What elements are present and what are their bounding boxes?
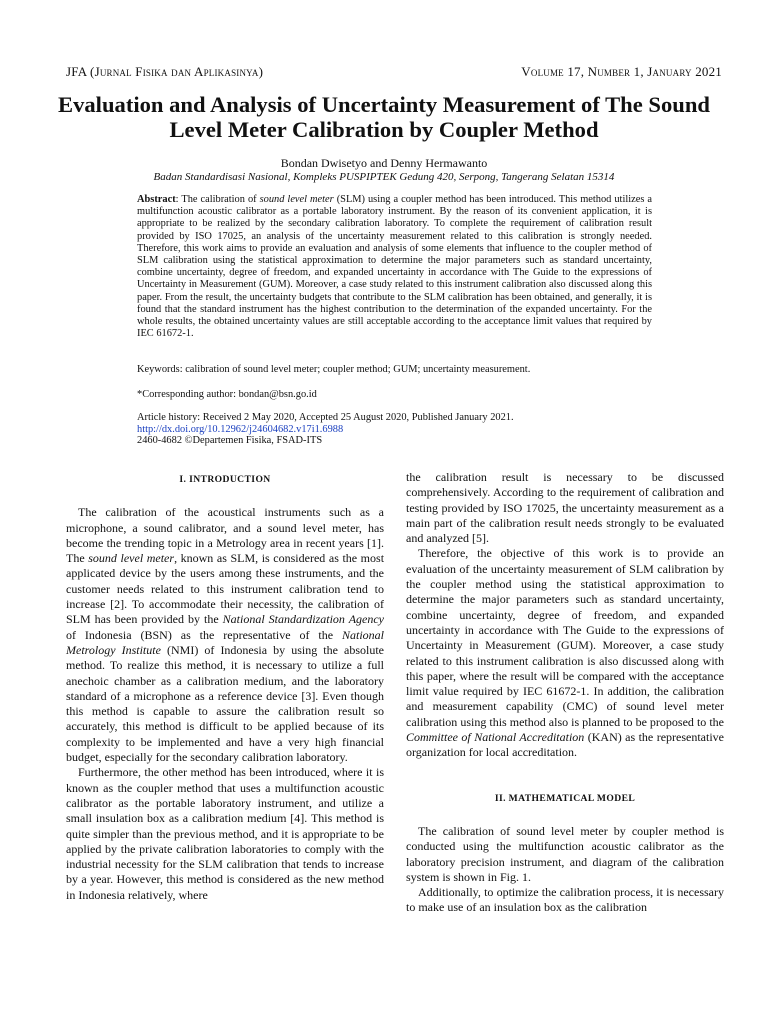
intro-p1-text: The calibration of the acoustical instruments such as a microphone, a sound calibrator, and a sound level meter, has become the trending topic in a Metrology area in recent years [1]. The: [66, 505, 384, 566]
intro-p1-nmi: National Metrology Institute: [66, 627, 384, 657]
journal-name: JFA (Jurnal Fisika dan Aplikasinya): [66, 64, 264, 79]
right-p1-text: Therefore, the objective of this work is to provide an evaluation of the uncertainty measurement of SLM calibration by the coupler method using the statistical approximation to determine the major parameters such as standard uncertainty, combine uncertainty, degree of freedom, and expanded uncertainty in accordance with The Guide to the expressions of Uncertainty in Measurement (GUM). Moreover, a case study related to this instrument calibration is also discussed along with this paper, where the result will be compared with the acceptance limit value required by IEC 61672-1. In addition, the calibration and measurement capability (CMC) of sound level meter calibration using this method also is planned to be proposed to the: [406, 546, 724, 729]
model-paragraph-2: Additionally, to optimize the calibration process, it is necessary to make use of an insulation box as the calibration: [406, 885, 724, 915]
volume-info: Volume 17, Number 1, January 2021: [521, 64, 722, 79]
intro-p1-text-d: (NMI) of Indonesia by using the absolute method. To realize this method, it is necessary to utilize a full anechoic chamber as a calibration medium, and the laboratory standard of a microphone as a reference device [3]. Even though this method is capable to assure the calibration result so accurately, this method is difficult to be applied because of its complexity to be implemented and have a very high financial budget, especially for the secondary calibration laboratory.: [66, 642, 384, 765]
copyright: 2460-4682 ©Departemen Fisika, FSAD-ITS: [137, 435, 323, 447]
article-history: [137, 412, 652, 447]
right-p1-text-b: (KAN) as the representative organization for local accreditation.: [406, 730, 724, 760]
left-column: [66, 470, 384, 903]
intro-paragraph-2: Furthermore, the other method has been introduced, where it is known as the coupler method that uses a multifunction acoustic calibrator as the portable laboratory instrument, and utilize a small insulation box as a calibration medium [4]. This method is quite simpler than the previous method, and it is appropriate to be applied by the private calibration laboratories to comply with the industrial necessity for the SLM calibration that tends to increase by a year. However, this method is considered as the new method in Indonesia relatively, where: [66, 765, 384, 902]
section-heading-mathematical-model: II. MATHEMATICAL MODEL: [494, 792, 636, 804]
model-paragraph-1: The calibration of sound level meter by coupler method is conducted using the multifunction acoustic calibrator as the laboratory precision instrument, and diagram of the calibration system is shown in Fig. 1.: [406, 823, 724, 884]
abstract-label: Abstract: [137, 194, 176, 205]
abstract-term: sound level meter: [259, 194, 334, 205]
right-column: [406, 470, 724, 916]
section-heading-introduction: I. INTRODUCTION: [179, 474, 271, 485]
running-head: [66, 64, 722, 80]
corresponding-author: *Corresponding author: bondan@bsn.go.id: [137, 389, 317, 400]
doi-link[interactable]: http://dx.doi.org/10.12962/j24604682.v17i1.6988: [137, 423, 344, 435]
right-paragraph-objective: [406, 546, 724, 760]
right-paragraph-continued: the calibration result is necessary to be discussed comprehensively. According to the requirement of calibration and testing provided by ISO 17025, the uncertainty measurement as a main part of the calibration result needs strongly to be evaluated and analyzed [5].: [406, 470, 724, 546]
right-p1-kan: Committee of National Accreditation: [406, 730, 585, 745]
abstract-lead: : The calibration of: [175, 194, 260, 205]
authors: Bondan Dwisetyo and Denny Hermawanto: [280, 156, 488, 170]
intro-p1-text-b: , known as SLM, is considered as the most applicated device by the users among these instruments, and the customer needs related to this instrument calibration tend to increase [2]. To accommodate their necessity, the calibration of SLM has been provided by the: [66, 551, 385, 627]
keywords: Keywords: calibration of sound level meter; coupler method; GUM; uncertainty measurement.: [137, 364, 531, 375]
abstract: [137, 194, 652, 340]
intro-paragraph-1: [66, 505, 384, 765]
history-line: Article history: Received 2 May 2020, Accepted 25 August 2020, Published January 2021.: [137, 412, 514, 423]
intro-p1-text-c: of Indonesia (BSN) as the representative of the: [66, 627, 342, 642]
intro-p1-slm: sound level meter: [88, 551, 175, 566]
paper-title: Evaluation and Analysis of Uncertainty Measurement of The Sound Level Meter Calibration by Coupler Method: [58, 92, 710, 142]
abstract-text: (SLM) using a coupler method has been introduced. This method utilizes a multifunction acoustic calibrator as a portable laboratory instrument. By the reason of its convenient application, it is appropriate to be realized by the secondary calibration laboratory. To complete the requirement of calibration result provided by ISO 17025, an analysis of the uncertainty measurement related to this calibration is strongly needed. Therefore, this work aims to provide an evaluation and analysis of some elements that influence to the coupler method of SLM calibration using the statistical approximation to determine the major parameters such as standard uncertainty, combine uncertainty, degree of freedom, and expanded uncertainty in accordance with The Guide to the expressions of Uncertainty in Measurement (GUM). Moreover, a case study related to this instrument calibration also discussed along this paper. From the result, the uncertainty budgets that contribute to the SLM calibration has been obtained, and generally, it is found that the standard instrument has the highest contribution to the determination of the expanded uncertainty. For the whole results, the obtained uncertainty values are still acceptable according to the acceptance limit values that required by IEC 61672-1.: [137, 194, 652, 340]
affiliation: Badan Standardisasi Nasional, Kompleks PUSPIPTEK Gedung 420, Serpong, Tangerang Selatan 15314: [153, 171, 615, 183]
intro-p1-nsa: National Standardization Agency: [222, 612, 385, 627]
